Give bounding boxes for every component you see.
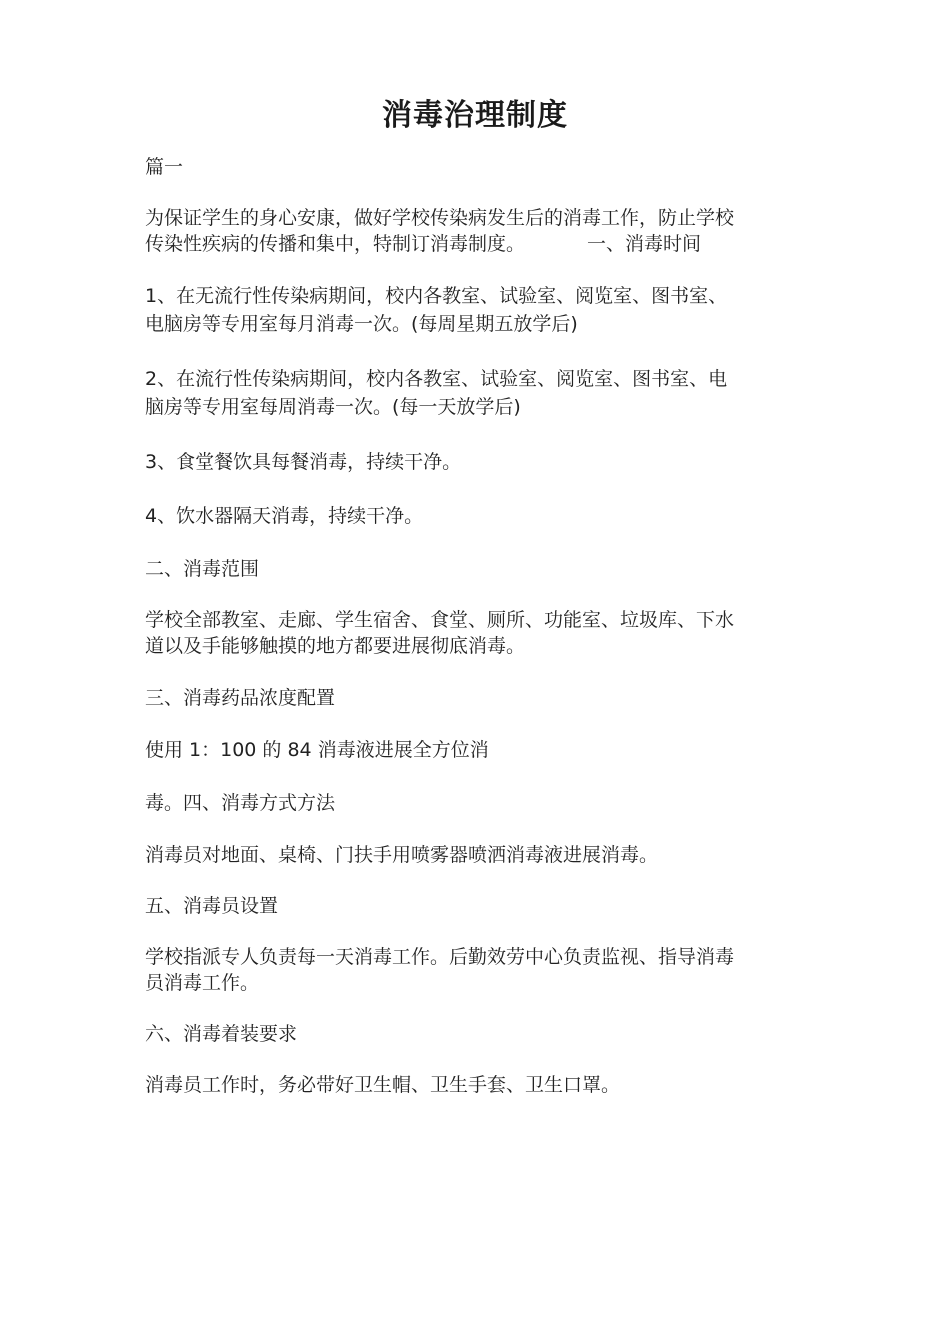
scope-paragraph-line: 学校全部教室、走廊、学生宿舍、食堂、厕所、功能室、垃圾库、下水	[145, 609, 735, 631]
concentration-paragraph-line: 使用 1：100 的 84 消毒液进展全方位消	[145, 739, 489, 761]
heading-disinfection-scope: 二、消毒范围	[145, 558, 260, 580]
list-item-2-line: 2、在流行性传染病期间，校内各教室、试验室、阅览室、图书室、电	[145, 368, 728, 390]
intro-paragraph-text: 传染性疾病的传播和集中，特制订消毒制度。	[145, 233, 526, 255]
document-title: 消毒治理制度	[382, 98, 568, 133]
heading-disinfection-time: 一、消毒时间	[587, 233, 702, 255]
heading-attire: 六、消毒着装要求	[145, 1023, 298, 1045]
concentration-paragraph-line: 毒。四、消毒方式方法	[145, 792, 336, 814]
scope-paragraph-line: 道以及手能够触摸的地方都要进展彻底消毒。	[145, 635, 526, 657]
list-item-2-line: 脑房等专用室每周消毒一次。(每一天放学后)	[145, 396, 521, 418]
list-item-1-line: 1、在无流行性传染病期间，校内各教室、试验室、阅览室、图书室、	[145, 285, 728, 307]
intro-paragraph-line: 为保证学生的身心安康，做好学校传染病发生后的消毒工作，防止学校	[145, 207, 735, 229]
heading-concentration: 三、消毒药品浓度配置	[145, 687, 336, 709]
staff-paragraph-line: 学校指派专人负责每一天消毒工作。后勤效劳中心负责监视、指导消毒	[145, 946, 735, 968]
list-item-4: 4、饮水器隔天消毒，持续干净。	[145, 505, 424, 527]
method-paragraph: 消毒员对地面、桌椅、门扶手用喷雾器喷洒消毒液进展消毒。	[145, 844, 659, 866]
staff-paragraph-line: 员消毒工作。	[145, 972, 260, 994]
intro-paragraph-line	[145, 231, 815, 257]
heading-staff: 五、消毒员设置	[145, 895, 279, 917]
list-item-1-line: 电脑房等专用室每月消毒一次。(每周星期五放学后)	[145, 313, 578, 335]
attire-paragraph: 消毒员工作时，务必带好卫生帽、卫生手套、卫生口罩。	[145, 1074, 621, 1096]
list-item-3: 3、食堂餐饮具每餐消毒，持续干净。	[145, 451, 462, 473]
section-label: 篇一	[145, 156, 184, 178]
